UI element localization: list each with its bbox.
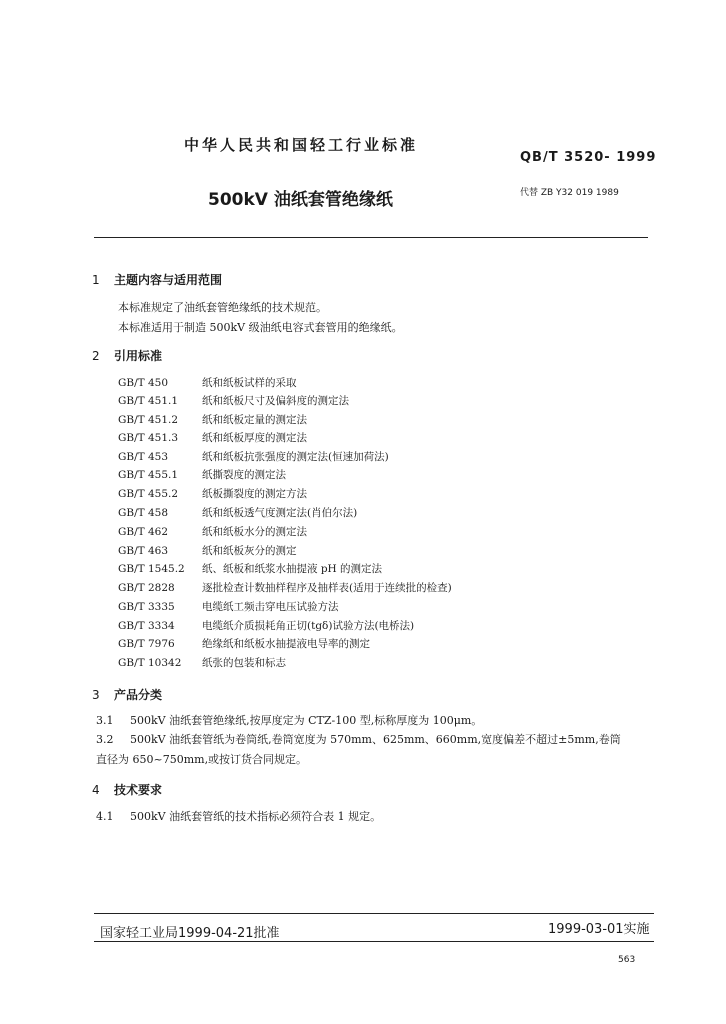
- approval-info: 国家轻工业局1999-04-21批准: [100, 926, 280, 941]
- effective-date: 1999-03-01实施: [548, 922, 650, 937]
- reference-item: GB/T 458 纸和纸板透气度测定法(肖伯尔法): [118, 507, 358, 519]
- section-1-title: 主题内容与适用范围: [114, 273, 223, 287]
- header-divider: [94, 237, 648, 238]
- reference-item: GB/T 3334 电缆纸介质损耗角正切(tgδ)试验方法(电桥法): [118, 620, 415, 632]
- section-3-heading: [92, 686, 162, 703]
- section-4-number: 4: [92, 783, 100, 797]
- reference-item: GB/T 463 纸和纸板灰分的测定: [118, 545, 297, 557]
- section-3-title: 产品分类: [114, 688, 163, 702]
- section-2-heading: [92, 347, 162, 364]
- section-1-heading: [92, 271, 222, 288]
- reference-item: GB/T 451.2 纸和纸板定量的测定法: [118, 414, 307, 426]
- section-2-title: 引用标准: [114, 349, 163, 363]
- document-title: 500kV 油纸套管绝缘纸: [208, 190, 393, 210]
- section-1-para-1: 本标准规定了油纸套管绝缘纸的技术规范。: [118, 301, 327, 314]
- reference-item: GB/T 3335 电缆纸工频击穿电压试验方法: [118, 601, 339, 613]
- section-3-number: 3: [92, 688, 100, 702]
- clause-3-2-number: 3.2: [96, 733, 114, 746]
- clause-4-1-text: 500kV 油纸套管纸的技术指标必须符合表 1 规定。: [130, 810, 382, 823]
- reference-item: GB/T 455.2 纸板撕裂度的测定方法: [118, 488, 307, 500]
- page-number: 563: [618, 955, 636, 965]
- reference-item: GB/T 10342 纸张的包装和标志: [118, 657, 286, 669]
- replaces-standard: 代替 ZB Y32 019 1989: [520, 188, 619, 198]
- clause-3-1-number: 3.1: [96, 714, 114, 727]
- clause-3-2: [96, 731, 621, 747]
- reference-item: GB/T 2828 逐批检查计数抽样程序及抽样表(适用于连续批的检查): [118, 582, 452, 594]
- section-2-number: 2: [92, 349, 100, 363]
- footer-bottom-rule: [94, 941, 654, 942]
- reference-item: GB/T 451.3 纸和纸板厚度的测定法: [118, 432, 307, 444]
- section-1-para-2: 本标准适用于制造 500kV 级油纸电容式套管用的绝缘纸。: [118, 321, 403, 334]
- reference-item: GB/T 462 纸和纸板水分的测定法: [118, 526, 307, 538]
- reference-item: GB/T 453 纸和纸板抗张强度的测定法(恒速加荷法): [118, 451, 389, 463]
- reference-item: GB/T 451.1 纸和纸板尺寸及偏斜度的测定法: [118, 395, 349, 407]
- standard-code: QB/T 3520- 1999: [520, 150, 657, 165]
- standard-category-title: 中华人民共和国轻工行业标准: [184, 136, 419, 154]
- clause-4-1: [96, 808, 381, 824]
- clause-3-1-text: 500kV 油纸套管绝缘纸,按厚度定为 CTZ-100 型,标称厚度为 100μm。: [130, 714, 483, 727]
- reference-item: GB/T 455.1 纸撕裂度的测定法: [118, 469, 286, 481]
- reference-item: GB/T 450 纸和纸板试样的采取: [118, 377, 297, 389]
- clause-3-1: [96, 712, 482, 728]
- section-4-title: 技术要求: [114, 783, 163, 797]
- clause-4-1-number: 4.1: [96, 810, 114, 823]
- section-4-heading: [92, 781, 162, 798]
- clause-3-2-text-line-1: 500kV 油纸套管纸为卷筒纸,卷筒宽度为 570mm、625mm、660mm,宽度偏差不超过±5mm,卷筒: [130, 733, 621, 746]
- section-1-number: 1: [92, 273, 100, 287]
- footer-divider: [94, 913, 654, 914]
- clause-3-2-text-line-2: 直径为 650~750mm,或按订货合同规定。: [96, 753, 308, 766]
- reference-item: GB/T 7976 绝缘纸和纸板水抽提液电导率的测定: [118, 638, 370, 650]
- reference-item: GB/T 1545.2 纸、纸板和纸浆水抽提液 pH 的测定法: [118, 563, 383, 575]
